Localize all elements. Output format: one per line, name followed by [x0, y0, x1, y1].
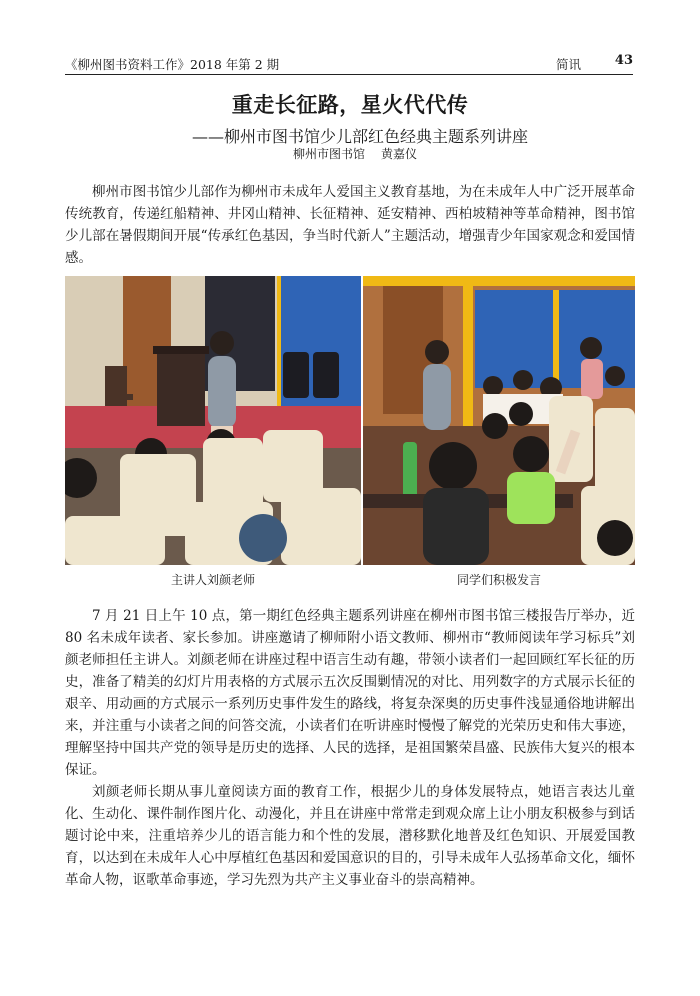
page-number: 43 — [614, 53, 633, 68]
author-name: 黄嘉仪 — [381, 147, 418, 161]
caption-lecturer: 主讲人刘颜老师 — [170, 573, 255, 587]
lecturer-scene-image — [65, 276, 361, 565]
photo-students — [363, 276, 635, 565]
body-paragraph-2: 刘颜老师长期从事儿童阅读方面的教育工作，根据少儿的身体发展特点，她语言表达儿童化、生动化、课件制作图片化、动漫化，并且在讲座中常常走到观众席上让小朋友积极参与到话题讨论中来，注重培养少儿的语言能力和个性的发展，潜移默化地普及红色知识、开展爱国教育，以达到在未成年人心中厚植红色基因和爱国意识的目的，引导未成年人弘扬革命文化，缅怀革命人物，讴歌革命事迹，学习先烈为共产主义事业奋斗的崇高精神。 — [65, 784, 635, 888]
body-paragraph-1: 7 月 21 日上午 10 点，第一期红色经典主题系列讲座在柳州市图书馆三楼报告厅举办，近 80 名未成年读者、家长参加。讲座邀请了柳师附小语文教师、柳州市“教师阅读年学习标兵”刘颜老师担任主讲人。刘颜老师在讲座过程中语言生动有趣，带领小读者们一起回顾红军长征的历史，准备了精美的幻灯片用表格的方式展示五次反围剿情况的对比、用列数字的方式展示长征的艰辛、用动画的方式展示一系列历史事件发生的路线，将复杂深奥的历史事件浅显通俗地讲解出来，并注重与小读者之间的问答交流，小读者们在听讲座时慢慢了解党的光荣历史和伟大事迹，理解坚持中国共产党的领导是历史的选择、人民的选择，是祖国繁荣昌盛、民族伟大复兴的根本保证。 — [65, 608, 635, 778]
photo-lecturer — [65, 276, 361, 565]
byline — [0, 145, 700, 162]
intro-paragraph: 柳州市图书馆少儿部作为柳州市未成年人爱国主义教育基地，为在未成年人中广泛开展革命传统教育，传递红船精神、井冈山精神、长征精神、延安精神、西柏坡精神等革命精神，图书馆少儿部在暑假期间开展“传承红色基因，争当时代新人”主题活动，增强青少年国家观念和爱国情感。 — [65, 184, 635, 266]
journal-issue: 《柳州图书资料工作》2018 年第 2 期 — [65, 57, 280, 72]
article-title: 重走长征路，星火代代传 — [231, 92, 469, 117]
article-subtitle: ——柳州市图书馆少儿部红色经典主题系列讲座 — [191, 127, 528, 146]
header-rule — [65, 74, 633, 75]
caption-students: 同学们积极发言 — [456, 573, 541, 587]
section-label: 简讯 — [556, 57, 582, 72]
running-header — [65, 53, 633, 73]
author-institution: 柳州市图书馆 — [292, 147, 365, 161]
students-scene-image — [363, 276, 635, 565]
